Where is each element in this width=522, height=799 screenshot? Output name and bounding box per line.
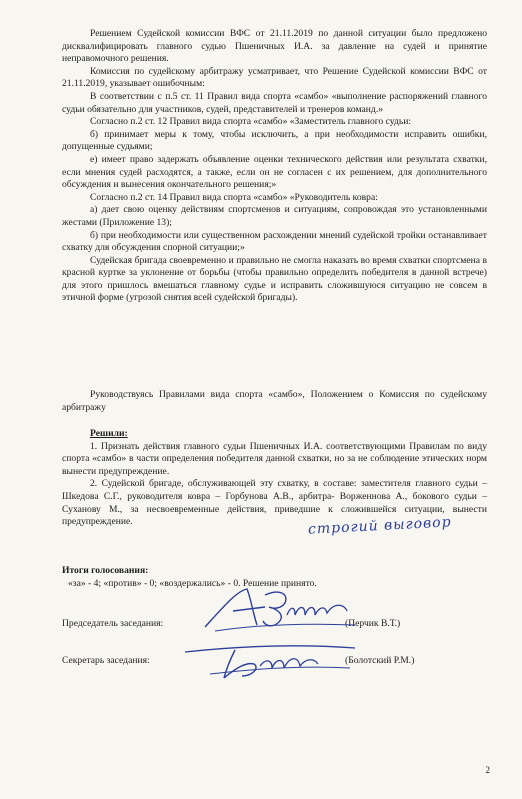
chair-name: (Перчик В.Т.) xyxy=(345,618,401,629)
paragraph: Руководствуясь Правилами вида спорта «самбо», Положением о Комиссия по судейскому арбитражу xyxy=(62,389,487,413)
paragraph: б) принимает меры к тому, чтобы исключить, а при необходимости исправить ошибки, допущенные судьями; xyxy=(62,128,487,153)
paragraph: Судейская бригада своевременно и правильно не смогла наказать во время схватки спортсмена в красной куртке за уклонение от борьбы (чтобы правильно определить победителя в данной встрече) для этого пришлось вмешаться главному судье и исправить сложившуюся ситуацию не совсем в этичной форме (угрозой снятия всей судейской бригады). xyxy=(62,254,487,304)
paragraph: Комиссия по судейскому арбитражу усматривает, что Решение Судейской комиссии ВФС от 21.11.2019, указывает ошибочным: xyxy=(62,65,487,90)
paragraph: е) имеет право задержать объявление оценки технического действия или результата схватки, если мнения судей расходятся, а также, если он не согласен с их решением, для дополнительного обсуждения и вынесения окончательного решения;» xyxy=(62,153,487,191)
decided-heading: Решили: xyxy=(90,428,128,439)
vote-heading: Итоги голосования: xyxy=(62,565,149,576)
handwritten-note: строгий выговор xyxy=(307,514,452,538)
paragraph: а) дает свою оценку действиям спортсменов и ситуациям, сопровождая это установленными жестами (Приложение 13); xyxy=(62,204,487,228)
guided-by-text xyxy=(62,389,487,414)
paragraph: Решением Судейской комиссии ВФС от 21.11.2019 по данной ситуации было предложено дисквалифицировать главного судью Пшеничных И.А. за давление на судей и принятие неправомочного решения. xyxy=(62,28,487,65)
secretary-label: Секретарь заседания: xyxy=(62,655,150,666)
paragraph: Согласно п.2 ст. 12 Правил вида спорта «самбо» «Заместитель главного судьи: xyxy=(90,116,412,128)
decision-item: 1. Признать действия главного судьи Пшеничных И.А. соответствующими Правилам по виду спорта «самбо» в части определения победителя данной схватки, но за не соблюдение этических норм вынести предупреждение. xyxy=(62,440,487,477)
decision-item: 2. Судейской бригаде, обслуживающей эту схватку, в составе: заместителя главного судьи – Шкедова С.Г., руководителя ковра – Горбунова А.В., арбитра- Ворженнова А., бокового судьи – Суханову М., за несвоевременные действия, приведшие к сложившейся ситуации, вынести предупреждение. xyxy=(62,478,487,528)
chair-label: Председатель заседания: xyxy=(62,618,164,629)
secretary-name: (Болотский Р.М.) xyxy=(345,655,415,666)
body-text xyxy=(62,28,487,305)
paragraph: В соответствии с п.5 ст. 11 Правил вида спорта «самбо» «выполнение распоряжений главного судьи обязательно для участников, судей, представителей и тренеров команд.» xyxy=(62,90,487,115)
vote-result: «за» - 4; «против» - 0; «воздержались» - 0. Решение принято. xyxy=(68,577,317,589)
secretary-signature xyxy=(180,632,365,682)
paragraph: Согласно п.2 ст. 14 Правил вида спорта «самбо» «Руководитель ковра: xyxy=(90,191,378,203)
chair-signature xyxy=(195,585,365,635)
decision-section xyxy=(62,428,487,529)
page-number: 2 xyxy=(485,765,490,775)
paragraph: б) при необходимости или существенном расхождении мнений судейской тройки останавливает схватку для обсуждения спорной ситуации;» xyxy=(62,229,487,254)
